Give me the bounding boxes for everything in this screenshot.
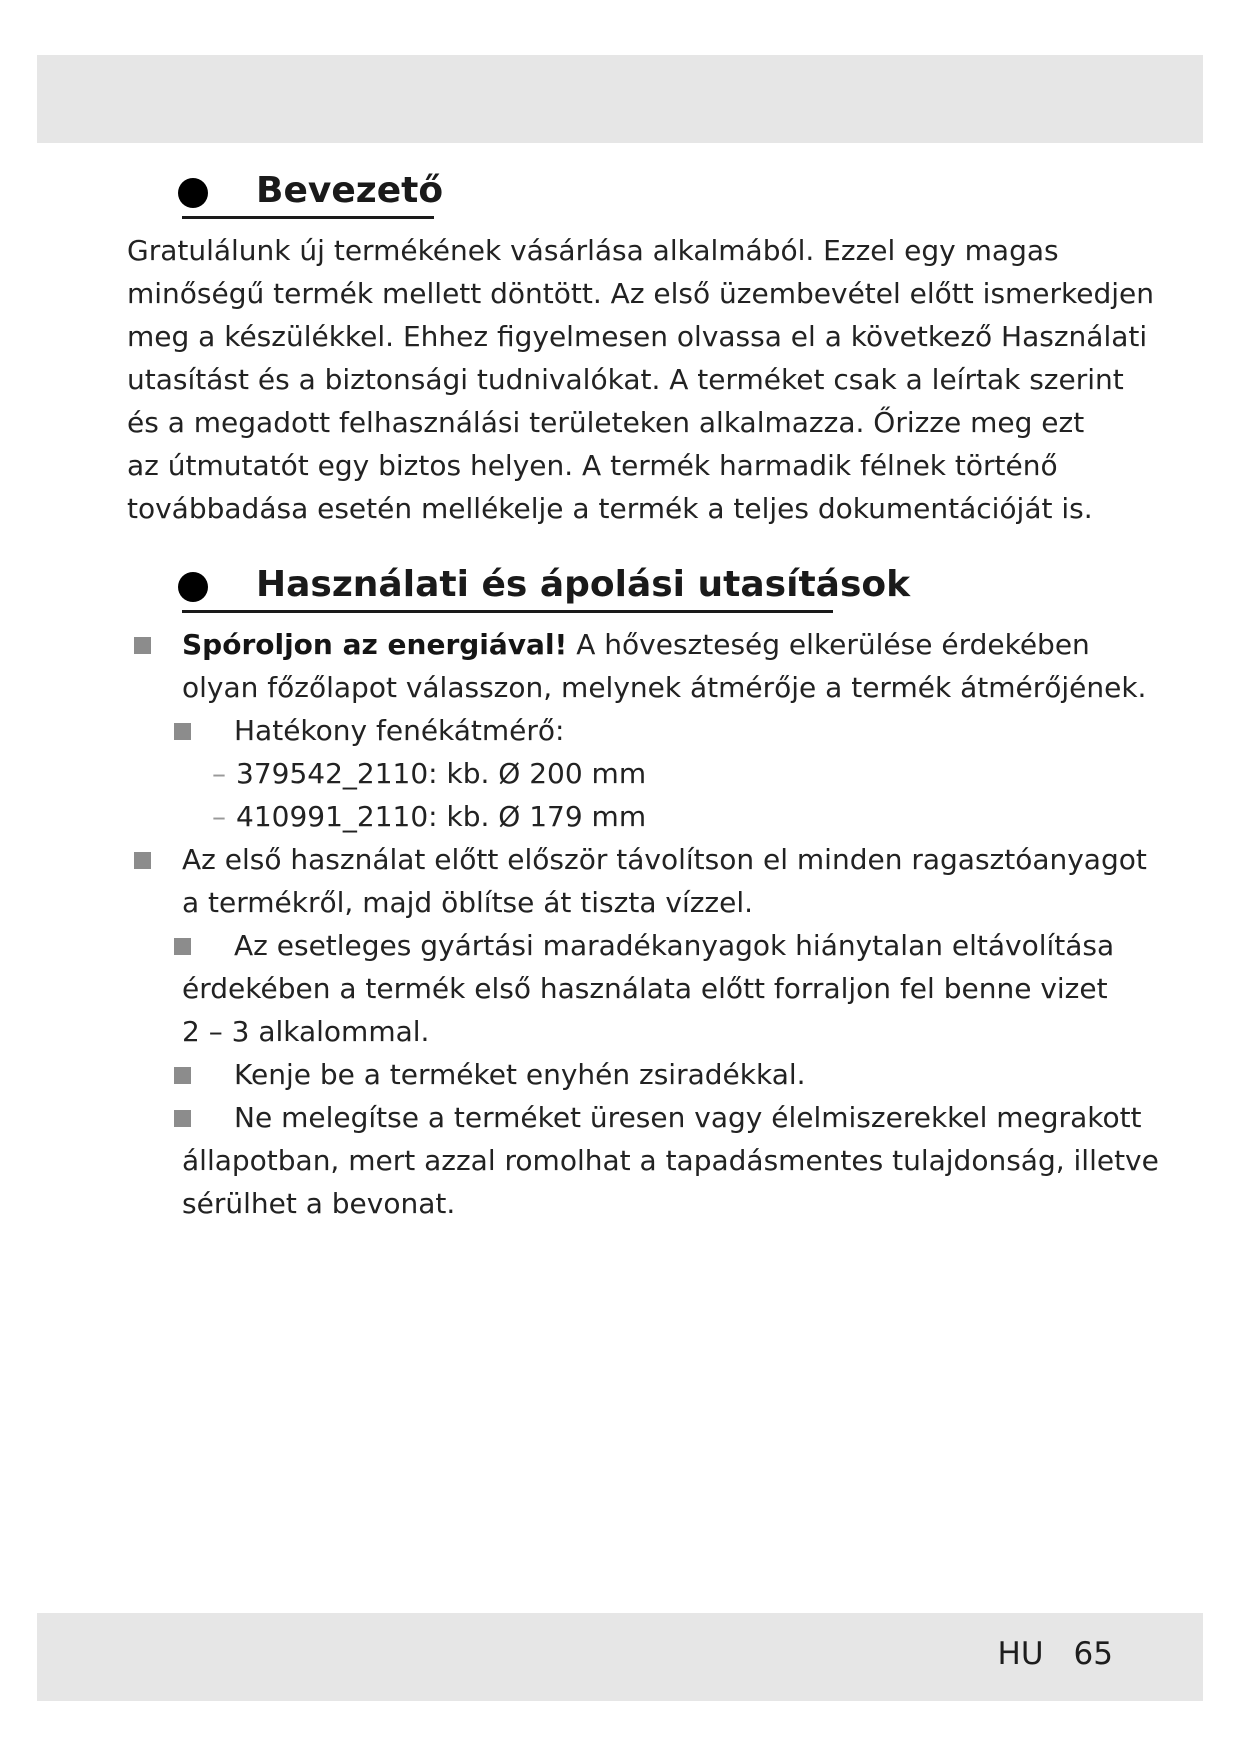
list-item-first-use [182,838,1147,924]
paragraph-line: és a megadott felhasználási területeken alkalmazza. Őrizze meg ezt [127,406,1085,439]
square-bullet-icon [174,938,191,955]
dash-list-item [212,752,646,795]
list-item-line: sérülhet a bevonat. [182,1187,456,1220]
dash-icon: – [212,757,226,790]
list-item-line: a termékről, majd öblítse át tiszta vízzel. [182,886,754,919]
list-item-text: A hőveszteség elkerülése érdekében [567,628,1090,661]
square-bullet-icon [134,637,151,654]
paragraph-line: továbbadása esetén mellékelje a termék a teljes dokumentációját is. [127,492,1093,525]
emphasis-text: Spóroljon az energiával! [182,628,568,661]
list-item-line: olyan főzőlapot válasszon, melynek átmérője a termék átmérőjének. [182,671,1147,704]
header-band [37,55,1203,143]
sub-list-item-continuation [182,1139,1159,1225]
language-code: HU [997,1636,1044,1672]
dash-item-text: 379542_2110: kb. Ø 200 mm [236,757,647,790]
square-bullet-icon [174,723,191,740]
dash-list-item [212,795,646,838]
dash-icon: – [212,800,226,833]
sub-list-item-continuation [182,967,1108,1053]
heading-underline [182,216,434,219]
square-bullet-icon [174,1067,191,1084]
square-bullet-icon [134,852,151,869]
bullet-dot-icon [178,178,208,208]
sub-list-item: Az esetleges gyártási maradékanyagok hiánytalan eltávolítása [234,929,1115,962]
heading-underline [182,610,833,613]
intro-paragraph [127,229,1154,530]
paragraph-line: Gratulálunk új termékének vásárlása alkalmából. Ezzel egy magas [127,234,1059,267]
list-item-line: Az első használat előtt először távolítson el minden ragasztóanyagot [182,843,1147,876]
page-footer [998,1636,1113,1672]
list-item-line: érdekében a termék első használata előtt forraljon fel benne vizet [182,972,1108,1005]
list-item-energy [182,623,1146,709]
bullet-dot-icon [178,572,208,602]
list-item-line: 2 – 3 alkalommal. [182,1015,430,1048]
paragraph-line: utasítást és a biztonsági tudnivalókat. A terméket csak a leírtak szerint [127,363,1124,396]
sub-list-item: Hatékony fenékátmérő: [234,714,565,747]
list-item-line: állapotban, mert azzal romolhat a tapadásmentes tulajdonság, illetve [182,1144,1159,1177]
paragraph-line: minőségű termék mellett döntött. Az első üzembevétel előtt ismerkedjen [127,277,1155,310]
section-title: Bevezető [256,170,444,211]
dash-item-text: 410991_2110: kb. Ø 179 mm [236,800,647,833]
paragraph-line: meg a készülékkel. Ehhez figyelmesen olvassa el a következő Használati [127,320,1148,353]
square-bullet-icon [174,1110,191,1127]
list-item-line [182,623,1146,666]
paragraph-line: az útmutatót egy biztos helyen. A termék harmadik félnek történő [127,449,1058,482]
sub-list-item: Kenje be a terméket enyhén zsiradékkal. [234,1058,806,1091]
sub-list-item: Ne melegítse a terméket üresen vagy élelmiszerekkel megrakott [234,1101,1142,1134]
section-title: Használati és ápolási utasítások [256,564,911,605]
page-number: 65 [1073,1636,1113,1672]
